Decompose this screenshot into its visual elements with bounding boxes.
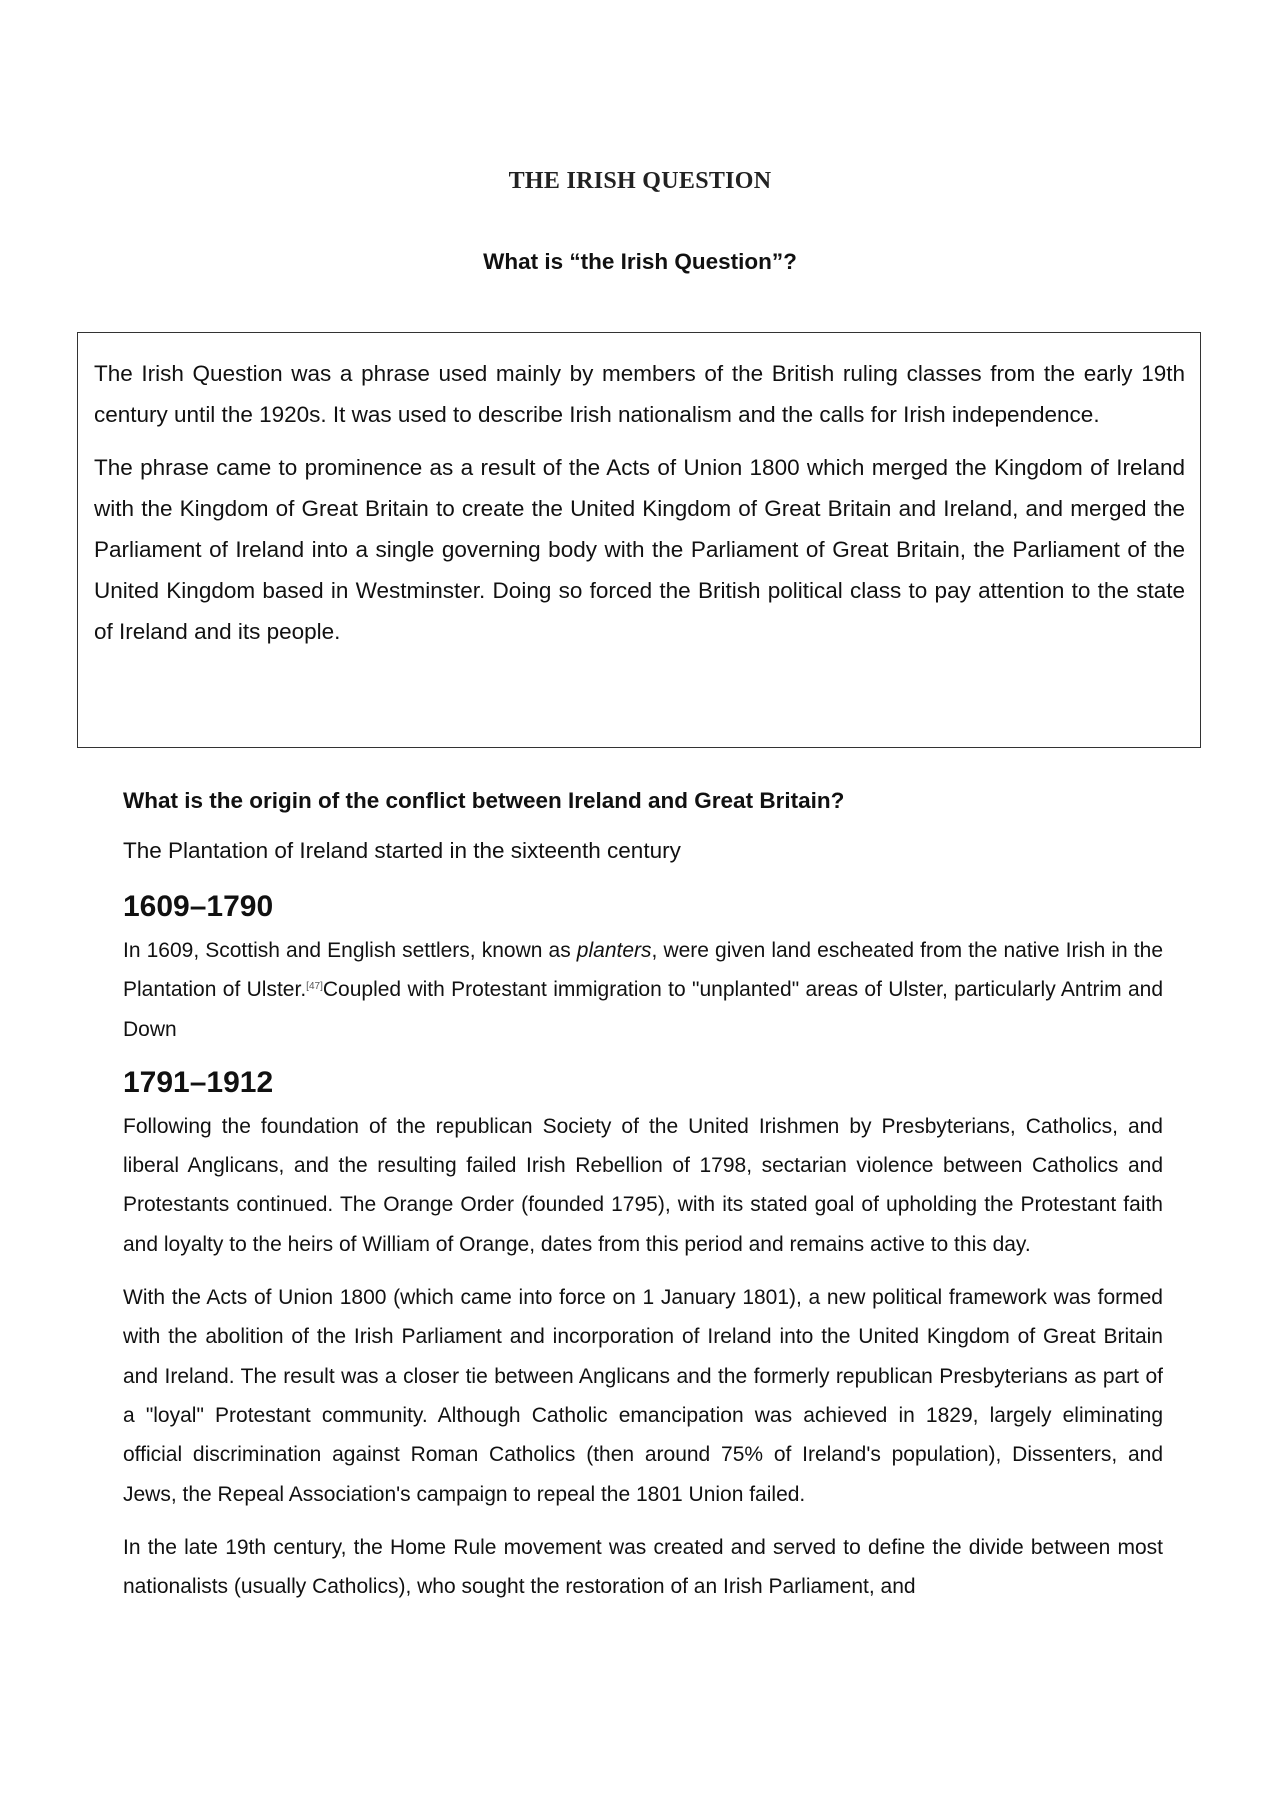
section-1609-paragraph (123, 931, 1163, 1049)
definition-paragraph-2: The phrase came to prominence as a result of the Acts of Union 1800 which merged the Kingdom of Ireland with the Kingdom of Great Britain to create the United Kingdom of Great Britain and Ireland, and merged the Parliament of Ireland into a single governing body with the Parliament of Great Britain, the Parliament of the United Kingdom based in Westminster. Doing so forced the British political class to pay attention to the state of Ireland and its people. (94, 455, 1185, 644)
origin-heading: What is the origin of the conflict between Ireland and Great Britain? (123, 788, 845, 813)
document-subtitle: What is “the Irish Question”? (483, 249, 797, 274)
section-heading-1609-1790: 1609–1790 (123, 890, 274, 923)
section-heading-1791-1912: 1791–1912 (123, 1065, 274, 1099)
definition-box (77, 332, 1201, 748)
citation-reference[interactable]: [47] (306, 981, 323, 993)
section-1791-paragraph-2: With the Acts of Union 1800 (which came into force on 1 January 1801), a new political framework was formed with the abolition of the Irish Parliament and incorporation of Ireland into the United Kingdom of Great Britain and Ireland. The result was a closer tie between Anglicans and the formerly republican Presbyterians as part of a "loyal" Protestant community. Although Catholic emancipation was achieved in 1829, largely eliminating official discrimination against Roman Catholics (then around 75% of Ireland's population), Dissenters, and Jews, the Repeal Association's campaign to repeal the 1801 Union failed. (123, 1286, 1163, 1506)
paragraph-text: , were given land escheated from the native Irish in the Plantation of Ulster. (123, 939, 1164, 1002)
definition-paragraph-1: The Irish Question was a phrase used mainly by members of the British ruling classes from the early 19th century until the 1920s. It was used to describe Irish nationalism and the calls for Irish independence. (94, 361, 1185, 427)
main-content (123, 785, 1163, 1620)
emphasis-planters: planters (576, 939, 652, 962)
paragraph-text: Coupled with Protestant immigration to "unplanted" areas of Ulster, particularly Antrim and Down (123, 978, 1163, 1041)
document-title: THE IRISH QUESTION (508, 168, 772, 194)
section-1791-paragraph-1: Following the foundation of the republican Society of the United Irishmen by Presbyterians, Catholics, and liberal Anglicans, and the resulting failed Irish Rebellion of 1798, sectarian violence between Catholics and Protestants continued. The Orange Order (founded 1795), with its stated goal of upholding the Protestant faith and loyalty to the heirs of William of Orange, dates from this period and remains active to this day. (123, 1114, 1163, 1256)
section-1791-paragraph-3: In the late 19th century, the Home Rule movement was created and served to define the divide between most nationalists (usually Catholics), who sought the restoration of an Irish Parliament, and (123, 1535, 1163, 1599)
paragraph-text: In 1609, Scottish and English settlers, known as (123, 939, 577, 962)
origin-intro: The Plantation of Ireland started in the sixteenth century (123, 838, 681, 863)
